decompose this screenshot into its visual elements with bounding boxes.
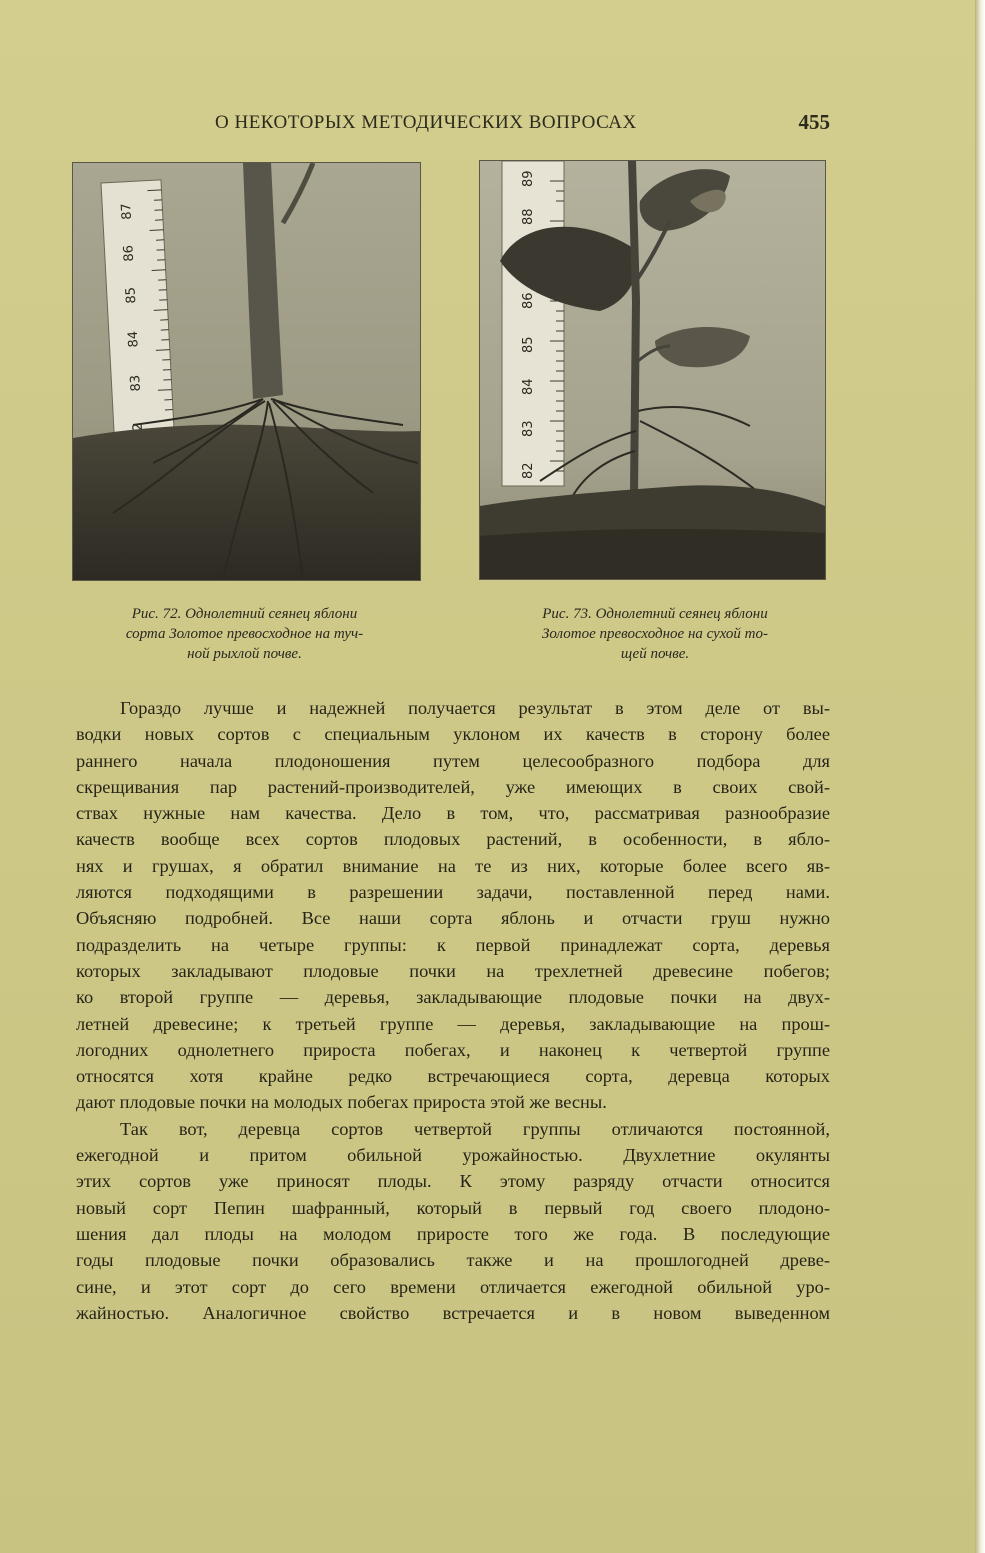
figure-72-caption [72, 604, 417, 664]
caption-line: Рис. 72. Однолетний сеянец яблони [131, 606, 358, 622]
text-line: водки новых сортов с специальным уклоном их качеств в сторону более [76, 724, 830, 745]
text-line: Гораздо лучше и надежней получается результат в этом деле от вы- [120, 698, 830, 718]
text-line: новый сорт Пепин шафранный, который в первый год своего плодоно- [76, 1197, 830, 1218]
figure-72-photo [72, 162, 421, 581]
caption-line: Золотое превосходное на сухой то- [541, 626, 769, 642]
text-line: ствах нужные нам качества. Дело в том, что, рассматривая разнообразие [76, 803, 830, 824]
text-line: нях и грушах, я обратил внимание на те из них, которые более всего яв- [76, 855, 830, 876]
text-line: шения дал плоды на молодом приросте того же года. В последующие [76, 1223, 830, 1244]
figure-73-caption [480, 604, 830, 664]
caption-line: Рис. 73. Однолетний сеянец яблони [542, 606, 768, 622]
text-line: дают плодовые почки на молодых побегах прироста этой же весны. [76, 1092, 607, 1113]
text-line: подразделить на четыре группы: к первой принадлежат сорта, деревья [76, 934, 830, 955]
figure-73-photo [479, 160, 826, 580]
text-line: ежегодной и притом обильной урожайностью. Двухлетние окулянты [76, 1145, 830, 1166]
page-number: 455 [798, 110, 830, 134]
ruler-label: 85 [123, 286, 140, 304]
paragraph-2 [76, 1116, 830, 1326]
seedling-rich-soil-illustration [73, 163, 420, 580]
text-line: скрещивания пар растений-производителей, уже имеющих в своих свой- [76, 776, 830, 797]
ruler-label: 88 [521, 208, 536, 225]
ruler-label: 83 [128, 374, 144, 392]
ruler-label: 83 [521, 420, 536, 437]
text-line: Объясняю подробней. Все наши сорта яблонь и отчасти груш нужно [76, 908, 830, 929]
ruler-label: 84 [521, 378, 536, 395]
caption-line: щей почве. [620, 646, 690, 662]
ruler-label: 82 [521, 462, 536, 479]
ruler-label: 84 [125, 330, 142, 348]
text-line: раннего начала плодоношения путем целесообразного подбора для [76, 750, 830, 771]
text-line: летней древесине; к третьей группе — деревья, закладывающие на прош- [76, 1013, 830, 1034]
page-edge [975, 0, 985, 1553]
ruler-label: 86 [121, 244, 138, 263]
text-line: Так вот, деревца сортов четвертой группы отличаются постоянной, [120, 1118, 830, 1139]
text-line: логодних однолетнего прироста побегах, и наконец к четвертой группе [76, 1039, 830, 1060]
paragraph-1 [76, 695, 830, 1116]
text-line: качеств вообще всех сортов плодовых растений, в особенности, в ябло- [76, 829, 830, 850]
text-line: жайностью. Аналогичное свойство встречается и в новом выведенном [76, 1302, 830, 1323]
text-line: которых закладывают плодовые почки на трехлетней древесине побегов; [76, 960, 830, 981]
text-line: этих сортов уже приносят плоды. К этому разряду отчасти относится [76, 1171, 830, 1192]
body-text [76, 695, 830, 1326]
text-line: ко второй группе — деревья, закладывающие плодовые почки на двух- [76, 987, 830, 1008]
caption-line: ной рыхлой почве. [187, 646, 302, 662]
text-line: относятся хотя крайне редко встречающиеся сорта, деревца которых [76, 1066, 830, 1087]
ruler-label: 87 [119, 202, 135, 221]
header-title: О НЕКОТОРЫХ МЕТОДИЧЕСКИХ ВОПРОСАХ [215, 112, 637, 133]
text-line: годы плодовые почки образовались также и на прошлогодней древе- [76, 1250, 830, 1271]
ruler-label: 89 [521, 170, 536, 187]
ruler-label: 86 [521, 292, 536, 309]
caption-line: сорта Золотое превосходное на туч- [125, 626, 364, 642]
text-line: ляются подходящими в разрешении задачи, поставленной перед нами. [76, 882, 830, 903]
running-header [75, 112, 830, 140]
text-line: сине, и этот сорт до сего времени отличается ежегодной обильной уро- [76, 1276, 830, 1297]
ruler-label: 85 [521, 336, 536, 353]
seedling-poor-soil-illustration [480, 161, 825, 579]
